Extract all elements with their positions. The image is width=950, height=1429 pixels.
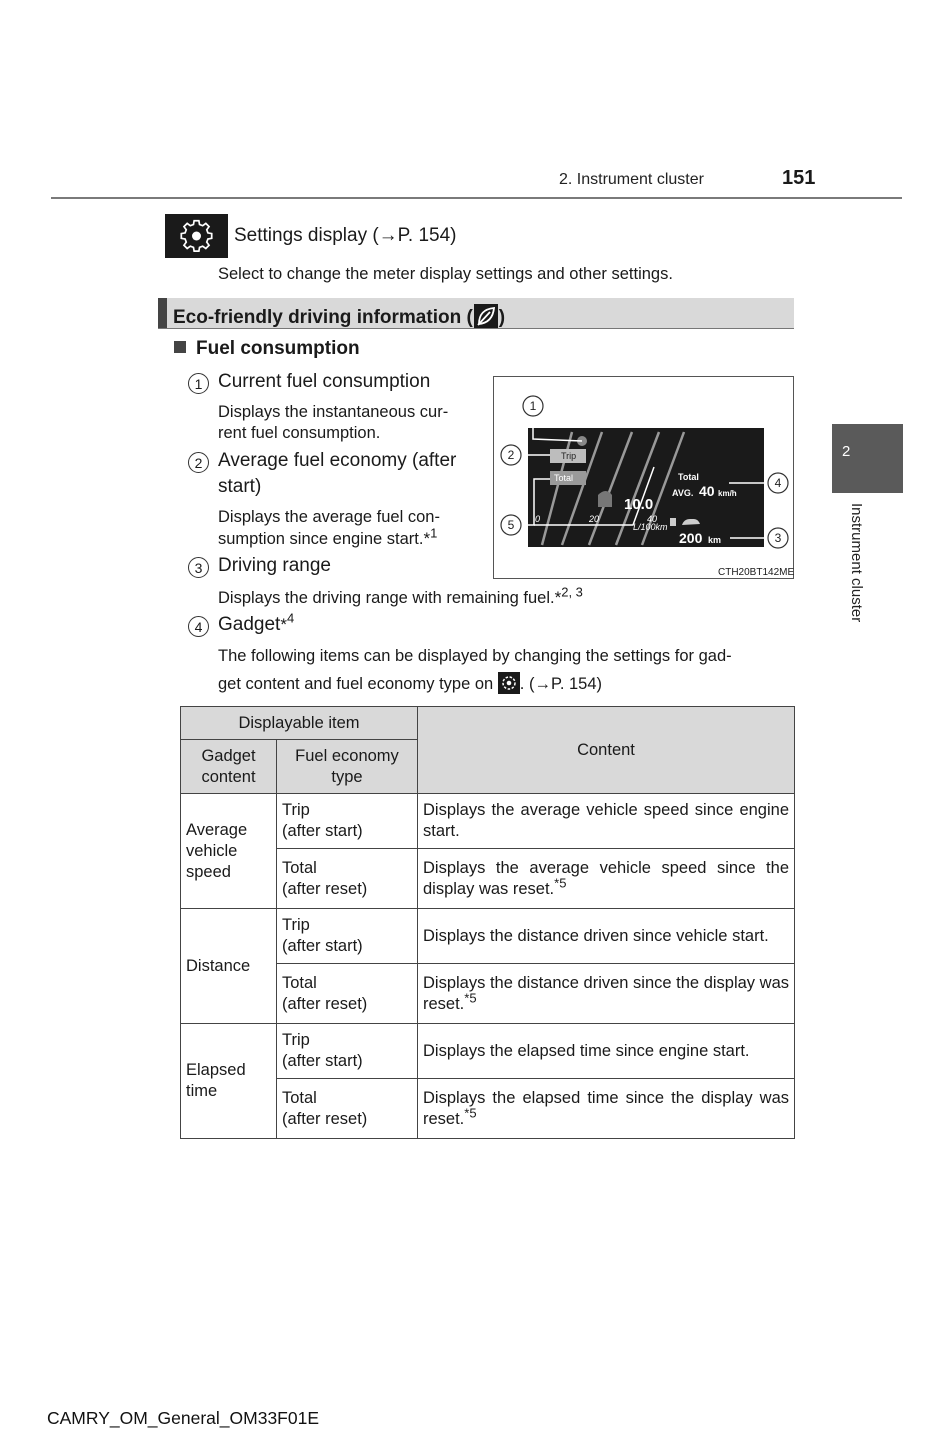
type-qualifier: (after reset)	[282, 879, 368, 898]
type-cell	[277, 964, 418, 1024]
item-number-3: 3	[188, 557, 209, 578]
item-desc-current-fuel-1: Displays the instantaneous cur-	[218, 403, 449, 421]
type-cell	[277, 1079, 418, 1139]
content-text: Displays the distance driven since vehicle start.	[423, 926, 769, 945]
eco-band-accent	[158, 298, 167, 329]
scale-tick-40: 40	[647, 514, 658, 524]
type-name: Total	[282, 973, 317, 992]
total-label: Total	[554, 473, 574, 483]
fuel-heading-text: Fuel consumption	[196, 338, 360, 359]
type-cell	[277, 909, 418, 964]
type-qualifier: (after reset)	[282, 994, 368, 1013]
leaf-icon	[474, 304, 498, 328]
type-qualifier: (after start)	[282, 1052, 363, 1070]
eco-section-title	[173, 304, 505, 329]
type-name: Trip	[282, 916, 310, 934]
content-cell	[418, 849, 795, 909]
footnote-ref: 4	[286, 610, 295, 626]
group-cell: Distance	[181, 909, 277, 1024]
content-cell	[418, 794, 795, 849]
type-cell	[277, 794, 418, 849]
content-cell	[418, 964, 795, 1024]
type-qualifier: (after start)	[282, 822, 363, 840]
header-displayable-item: Displayable item	[181, 707, 418, 740]
page-number: 151	[782, 167, 816, 189]
chapter-tab-label: Instrument cluster	[848, 503, 865, 623]
table-row	[181, 909, 795, 964]
avg-fuel-value: 10.0	[624, 496, 654, 513]
footnote-ref: *5	[554, 875, 567, 890]
item-title-driving-range: Driving range	[218, 555, 331, 576]
item-desc-driving-range-text: Displays the driving range with remaining fuel.	[218, 589, 555, 607]
fuel-consumption-heading	[174, 338, 360, 360]
type-cell	[277, 849, 418, 909]
driving-range-value: 200	[679, 530, 703, 546]
item-desc-avg-fuel-text: sumption since engine start.	[218, 530, 424, 548]
callout-3: 3	[774, 531, 782, 545]
settings-display-title: Settings display (→P. 154)	[234, 225, 457, 246]
eco-title-text: Eco-friendly driving information (	[173, 307, 473, 328]
item-title-gadget	[218, 610, 295, 636]
footnote-star: *	[554, 588, 562, 607]
item-number-4: 4	[188, 616, 209, 637]
fuel-pump-icon	[598, 491, 612, 507]
callout-4: 4	[774, 476, 782, 490]
content-text: Displays the elapsed time since engine start.	[423, 1041, 750, 1060]
running-header: 2. Instrument cluster	[559, 171, 704, 188]
footnote-ref: 2, 3	[561, 584, 583, 600]
type-name: Trip	[282, 1031, 310, 1049]
item-number-1: 1	[188, 373, 209, 394]
content-cell	[418, 1079, 795, 1139]
fuel-consumption-diagram	[493, 376, 794, 579]
group-cell: Elapsed time	[181, 1024, 277, 1139]
scale-tick-0: 0	[535, 514, 541, 524]
eco-title-close: )	[498, 307, 506, 328]
item-desc-gadget-1: The following items can be displayed by changing the settings for gad-	[218, 647, 732, 665]
type-qualifier: (after start)	[282, 937, 363, 955]
item-title-current-fuel: Current fuel consumption	[218, 371, 431, 392]
content-text: Displays the distance driven since the display was reset.	[423, 973, 789, 1013]
avg-fuel-unit: L/100km	[633, 522, 668, 532]
footnote-star: *	[280, 615, 287, 634]
fuel-gauge-icon	[670, 518, 676, 526]
item-desc-gadget-text: get content and fuel economy type on	[218, 675, 498, 693]
gadget-avg-label: AVG.	[672, 488, 694, 498]
settings-gear-icon	[165, 214, 228, 258]
scale-tick-20: 20	[589, 514, 600, 524]
callout-5: 5	[507, 518, 515, 532]
callout-2: 2	[507, 448, 515, 462]
gear-icon	[498, 672, 520, 694]
footnote-ref: *5	[464, 990, 477, 1005]
type-name: Total	[282, 858, 317, 877]
content-text: Displays the elapsed time since the display was reset.	[423, 1088, 789, 1128]
type-name: Total	[282, 1088, 317, 1107]
item-desc-gadget-ref: . (→P. 154)	[519, 675, 603, 693]
type-name: Trip	[282, 801, 310, 819]
gadget-avg-unit: km/h	[718, 489, 737, 498]
type-qualifier: (after reset)	[282, 1109, 368, 1128]
square-bullet-icon	[174, 341, 186, 353]
footnote-ref: 1	[430, 525, 438, 541]
trip-label: Trip	[561, 451, 577, 461]
gadget-total-label: Total	[678, 472, 699, 482]
footnote-ref: *5	[464, 1105, 477, 1120]
driving-range-unit: km	[708, 535, 722, 545]
header-content: Content	[418, 707, 795, 794]
item-desc-current-fuel-2: rent fuel consumption.	[218, 424, 381, 442]
item-title-avg-fuel-2: start)	[218, 476, 262, 497]
content-cell	[418, 1024, 795, 1079]
callout-1: 1	[529, 399, 537, 413]
item-title-gadget-text: Gadget	[218, 614, 281, 635]
header-rule	[51, 197, 902, 199]
group-cell: Average vehicle speed	[181, 794, 277, 909]
item-desc-avg-fuel-2	[218, 525, 438, 550]
table-row	[181, 1024, 795, 1079]
item-title-avg-fuel-1: Average fuel economy (after	[218, 450, 457, 471]
gadget-avg-value: 40	[699, 483, 715, 499]
item-desc-gadget-2	[218, 672, 602, 695]
header-gadget-content: Gadget content	[181, 740, 277, 794]
item-number-2: 2	[188, 452, 209, 473]
table-row	[181, 794, 795, 849]
diagram-code: CTH20BT142ME	[718, 567, 795, 578]
item-desc-driving-range	[218, 584, 583, 609]
type-cell	[277, 1024, 418, 1079]
chapter-tab-number: 2	[842, 443, 851, 460]
content-text: Displays the average vehicle speed since engine start.	[423, 801, 789, 840]
footnote-star: *	[423, 529, 431, 548]
header-fuel-economy-type: Fuel economy type	[277, 740, 418, 794]
settings-display-description: Select to change the meter display settings and other settings.	[218, 265, 673, 283]
document-footer: CAMRY_OM_General_OM33F01E	[47, 1408, 320, 1428]
item-desc-avg-fuel-1: Displays the average fuel con-	[218, 508, 440, 526]
displayable-items-table	[180, 706, 795, 1139]
content-text: Displays the average vehicle speed since the display was reset.	[423, 858, 789, 898]
content-cell	[418, 909, 795, 964]
